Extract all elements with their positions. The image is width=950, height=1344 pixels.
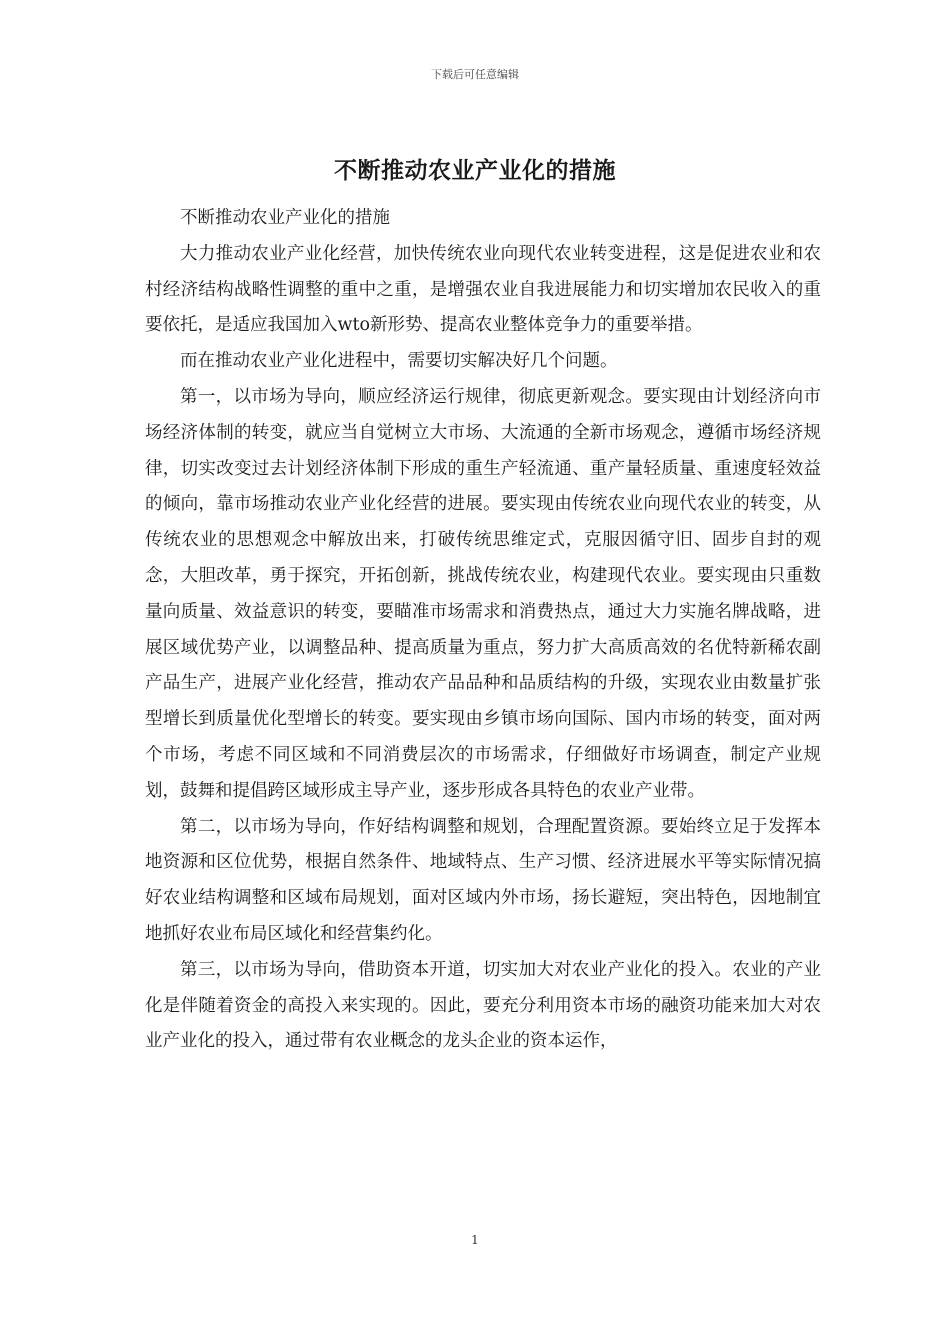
paragraph-point-one: 第一，以市场为导向，顺应经济运行规律，彻底更新观念。要实现由计划经济向市场经济体制的转变，就应当自觉树立大市场、大流通的全新市场观念，遵循市场经济规律，切实改变过去计划经济体制下形成的重生产轻流通、重产量轻质量、重速度轻效益的倾向，靠市场推动农业产业化经营的进展。要实现由传统农业向现代农业的转变，从传统农业的思想观念中解放出来，打破传统思维定式，克服因循守旧、固步自封的观念，大胆改革，勇于探究，开拓创新，挑战传统农业，构建现代农业。要实现由只重数量向质量、效益意识的转变，要瞄准市场需求和消费热点，通过大力实施名牌战略，进展区域优势产业，以调整品种、提高质量为重点，努力扩大高质高效的名优特新稀农副产品生产，进展产业化经营，推动农产品品种和品质结构的升级，实现农业由数量扩张型增长到质量优化型增长的转变。要实现由乡镇市场向国际、国内市场的转变，面对两个市场，考虑不同区域和不同消费层次的市场需求，仔细做好市场调查，制定产业规划，鼓舞和提倡跨区域形成主导产业，逐步形成各具特色的农业产业带。	[145, 386, 821, 801]
paragraph-transition: 而在推动农业产业化进程中，需要切实解决好几个问题。	[180, 351, 618, 372]
paragraph-point-three: 第三，以市场为导向，借助资本开道，切实加大对农业产业化的投入。农业的产业化是伴随着资金的高投入来实现的。因此，要充分利用资本市场的融资功能来加大对农业产业化的投入，通过带有农业概念的龙头企业的资本运作，	[145, 959, 821, 1052]
page-number: 1	[471, 1233, 479, 1247]
document-title: 不断推动农业产业化的措施	[334, 157, 616, 184]
page-header: 下载后可任意编辑	[431, 68, 519, 81]
paragraph-intro: 大力推动农业产业化经营，加快传统农业向现代农业转变进程，这是促进农业和农村经济结构战略性调整的重中之重，是增强农业自我进展能力和切实增加农民收入的重要依托，是适应我国加入wto新形势、提高农业整体竞争力的重要举措。	[145, 243, 821, 336]
document-body	[145, 201, 821, 1060]
paragraph-subtitle: 不断推动农业产业化的措施	[180, 208, 390, 228]
paragraph-point-two: 第二，以市场为导向，作好结构调整和规划，合理配置资源。要始终立足于发挥本地资源和区位优势，根据自然条件、地域特点、生产习惯、经济进展水平等实际情况搞好农业结构调整和区域布局规划，面对区域内外市场，扬长避短，突出特色，因地制宜地抓好农业布局区域化和经营集约化。	[145, 816, 821, 944]
